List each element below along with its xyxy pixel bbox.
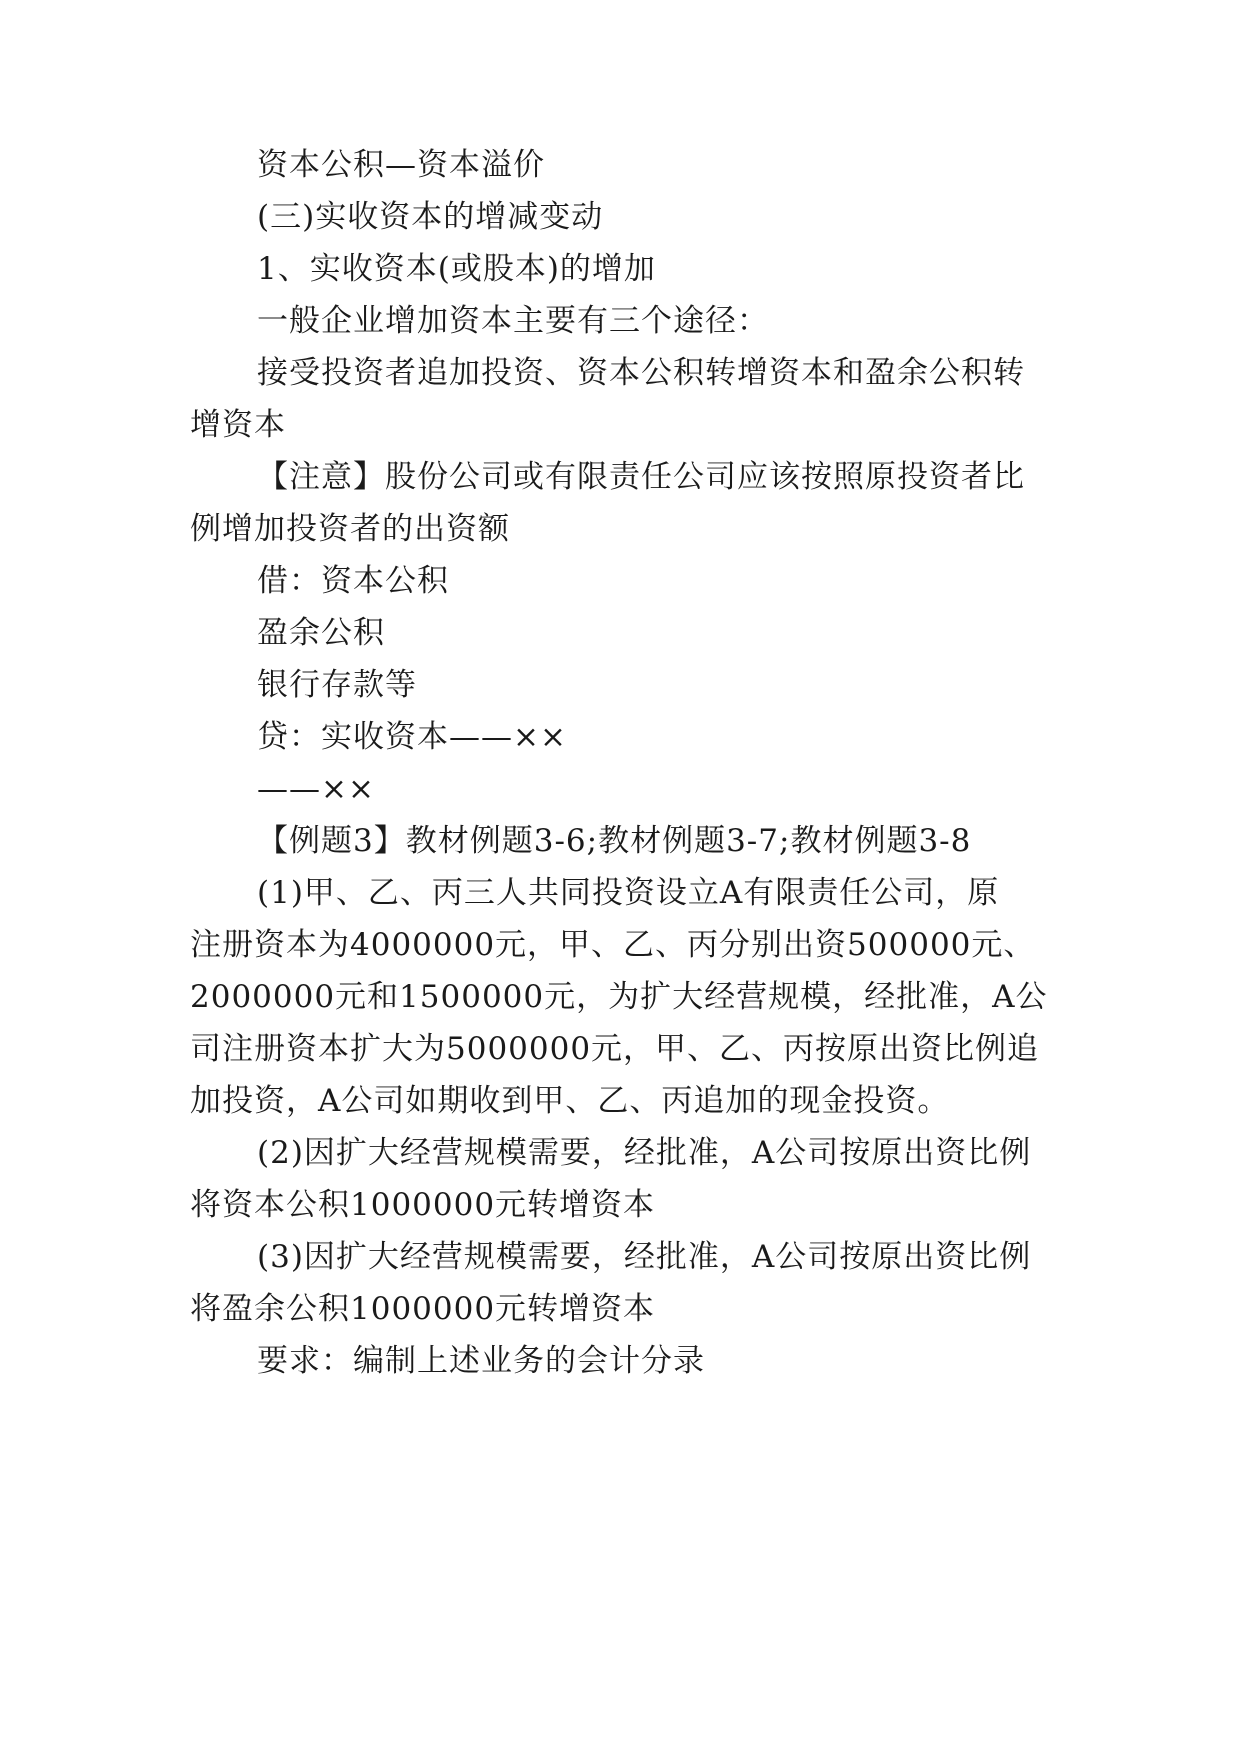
text-line: 资本公积—资本溢价 [257, 147, 545, 183]
note-line: 例增加投资者的出资额 [190, 511, 510, 547]
example-heading: 【例题3】教材例题3-6;教材例题3-7;教材例题3-8 [257, 823, 972, 859]
journal-credit-line: ——×× [257, 771, 375, 807]
note-line: 【注意】股份公司或有限责任公司应该按照原投资者比 [257, 459, 1025, 495]
journal-debit-line: 银行存款等 [257, 667, 417, 703]
example-text-line: 将资本公积1000000元转增资本 [190, 1187, 656, 1223]
example-text-line: 司注册资本扩大为5000000元，甲、乙、丙按原出资比例追 [190, 1031, 1040, 1067]
journal-debit-line: 借：资本公积 [257, 563, 449, 599]
example-text-line: (2)因扩大经营规模需要，经批准，A公司按原出资比例 [257, 1135, 1032, 1171]
journal-debit-line: 盈余公积 [257, 615, 385, 651]
example-text-line: 加投资，A公司如期收到甲、乙、丙追加的现金投资。 [190, 1083, 950, 1119]
example-text-line: 将盈余公积1000000元转增资本 [190, 1291, 656, 1327]
subsection-heading: 1、实收资本(或股本)的增加 [257, 251, 656, 287]
section-heading: (三)实收资本的增减变动 [257, 199, 604, 235]
text-line: 接受投资者追加投资、资本公积转增资本和盈余公积转 [257, 355, 1025, 391]
example-text-line: (1)甲、乙、丙三人共同投资设立A有限责任公司，原 [257, 875, 1000, 911]
journal-credit-line: 贷：实收资本——×× [257, 719, 567, 755]
example-text-line: 注册资本为4000000元，甲、乙、丙分别出资500000元、 [190, 927, 1036, 963]
example-text-line: 2000000元和1500000元，为扩大经营规模，经批准，A公 [190, 979, 1048, 1015]
example-text-line: (3)因扩大经营规模需要，经批准，A公司按原出资比例 [257, 1239, 1032, 1275]
text-line: 一般企业增加资本主要有三个途径： [257, 303, 769, 339]
text-line: 增资本 [190, 407, 286, 443]
requirement-line: 要求：编制上述业务的会计分录 [257, 1343, 705, 1379]
